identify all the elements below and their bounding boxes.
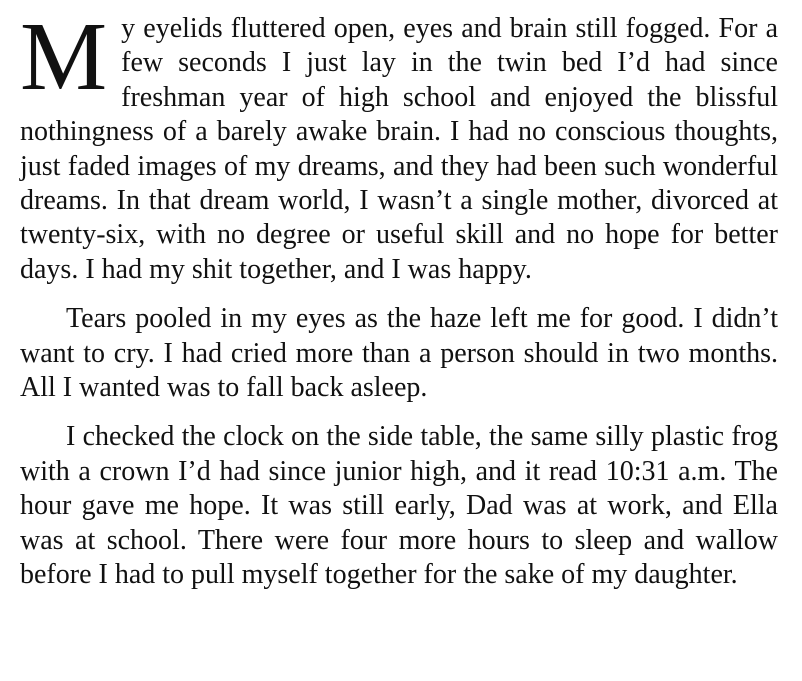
paragraph-2: Tears pooled in my eyes as the haze left me for good. I didn’t want to cry. I had cried more than a person should in two months. All I wanted was to fall back asleep. <box>20 303 778 404</box>
paragraph-1 <box>20 3 778 287</box>
paragraph-3: I checked the clock on the side table, the same silly plastic frog with a crown I’d had since junior high, and it read 10:31 a.m. The hour gave me hope. It was still early, Dad was at work, and Ella was at school. There were four more hours to sleep and wallow before I had to pull myself together for the sake of my daughter. <box>20 421 778 591</box>
paragraph-1-text: y eyelids fluttered open, eyes and brain still fogged. For a few seconds I just lay in the twin bed I’d had since freshman year of high school and enjoyed the blissful nothingness of a barely awake brain. I had no conscious thoughts, just faded images of my dreams, and they had been such wonderful dreams. In that dream world, I wasn’t a single mother, divorced at twenty-six, with no degree or useful skill and no hope for better days. I had my shit together, and I was happy. <box>20 13 778 285</box>
drop-cap-letter: M <box>20 3 108 111</box>
